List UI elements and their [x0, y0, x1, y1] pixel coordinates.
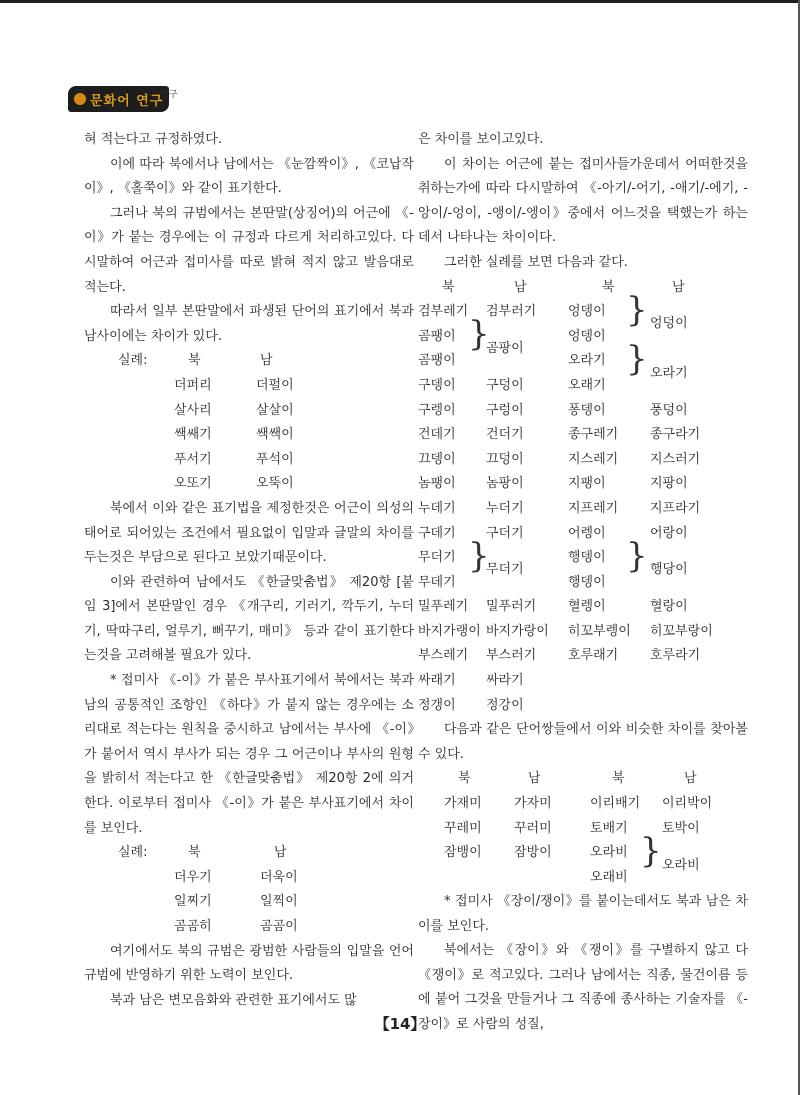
- south-word: 종구라기: [650, 427, 701, 443]
- example-row: [84, 890, 414, 915]
- south-word: 정강이: [486, 697, 524, 713]
- example-header: [84, 841, 414, 866]
- paragraph: 그러한 실례를 보면 다음과 같다.: [444, 254, 628, 270]
- north-word: 곰팽이: [418, 353, 456, 369]
- word-table-header: [418, 767, 748, 792]
- paragraph: 이에 따라 북에서나 남에서는 《눈깜짝이》, 《코납작이》, 《홀쭉이》와 같이 표기한다.: [84, 156, 414, 197]
- south-word: 풍덩이: [650, 402, 688, 418]
- south-word: 곰곰이: [260, 919, 298, 934]
- south-word: 지팡이: [650, 476, 688, 492]
- paragraph: 다음과 같은 단어쌍들에서 이와 비슷한 차이를 찾아볼수 있다.: [418, 722, 748, 762]
- north-word: 끄뎅이: [418, 451, 456, 467]
- north-word: 행뎅이: [568, 550, 606, 566]
- north-word: 곰팽이: [418, 328, 456, 344]
- word-table-2: [418, 792, 748, 890]
- north-word: 히꼬부렝이: [568, 623, 631, 639]
- example-header: [84, 349, 414, 374]
- paragraph: 북과 남은 변모음화와 관련한 표기에서도 많: [110, 992, 357, 1008]
- north-word: 무더기: [418, 550, 456, 566]
- north-word: 바지가랭이: [418, 623, 481, 639]
- north-word: 혈렝이: [568, 599, 606, 615]
- north-word: 검부레기: [418, 304, 469, 320]
- north-word: 쌕쌔기: [174, 427, 212, 443]
- north-word: 지스레기: [568, 451, 619, 467]
- example-row: [84, 374, 414, 399]
- word-table: [418, 290, 748, 718]
- paragraph: 여기에서도 북의 규범은 광범한 사람들의 입말을 언어규범에 반영하기 위한 노력이 보인다.: [84, 943, 414, 984]
- south-word: 가자미: [514, 795, 552, 811]
- paragraph: * 접미사 《장이/쟁이》를 붙이는데서도 북과 남은 차이를 보인다.: [418, 893, 748, 934]
- paragraph: 이와 관련하여 남에서도 《한글맞춤법》 제20항 [붙임 3]에서 본딴말인 경우 《개구리, 기러기, 깍두기, 누더기, 딱따구리, 얼루기, 뻐꾸기, 매미》 등과 같이 표기한다는것을 고려해볼 필요가 있다.: [84, 574, 414, 664]
- paragraph: 은 차이를 보이고있다.: [418, 132, 544, 147]
- col-head-south: 남: [274, 845, 287, 861]
- south-word: 살살이: [256, 402, 294, 418]
- north-word: 지프레기: [568, 500, 619, 516]
- example-row: [84, 423, 414, 448]
- col-head-north: 북: [188, 353, 201, 369]
- north-word: 오라비: [590, 845, 628, 861]
- north-word: 오또기: [174, 476, 212, 492]
- paragraph: 그러나 북의 규범에서는 본딴말(상징어)의 어근에 《-이》가 붙는 경우에는 이 규정과 다르게 처리하고있다. 다시말하여 어근과 접미사를 따로 밝혀 적지 않고 발음대로 적는다.: [84, 205, 414, 295]
- north-word: 부스레기: [418, 648, 469, 664]
- south-word: 푸석이: [256, 451, 294, 467]
- page-number: 【14】: [374, 1015, 426, 1033]
- south-word: 구더기: [486, 525, 524, 541]
- south-word: 밀푸러기: [486, 599, 537, 615]
- south-word: 호루라기: [650, 648, 701, 664]
- north-word: 구뎅이: [418, 377, 456, 393]
- brace: }: [626, 536, 648, 577]
- south-word: 엉덩이: [650, 316, 688, 332]
- south-word: 검부러기: [486, 304, 537, 320]
- north-word: 행뎅이: [568, 574, 606, 590]
- col-head-south: 남: [260, 353, 273, 369]
- logo-tag: 연구: [160, 90, 178, 100]
- north-word: 정갱이: [418, 697, 456, 713]
- section-logo: [68, 86, 169, 112]
- south-word: 곰팡이: [486, 341, 524, 357]
- word-table-left: [418, 300, 578, 718]
- south-word: 바지가랑이: [486, 623, 549, 639]
- south-word: 지스러기: [650, 451, 701, 467]
- left-column: [84, 128, 414, 1013]
- south-word: 어랑이: [650, 525, 688, 541]
- south-word: 누더기: [486, 500, 524, 516]
- north-word: 오라기: [568, 353, 606, 369]
- south-word: 꾸러미: [514, 820, 552, 836]
- north-word: 구렝이: [418, 402, 456, 418]
- paragraph: 북에서 이와 같은 표기법을 제정한것은 어근이 의성의태어로 되어있는 조건에서 필요없이 입말과 글말의 차이를 두는것은 부담으로 된다고 보았기때문이다.: [84, 500, 414, 566]
- south-word: 오뚝이: [256, 476, 294, 492]
- word-table-right: [568, 290, 748, 669]
- brace: }: [468, 314, 490, 355]
- south-word: 오라비: [662, 857, 700, 873]
- example-row: [84, 866, 414, 891]
- brace: }: [626, 339, 648, 380]
- north-word: 지팽이: [568, 476, 606, 492]
- brace: }: [468, 536, 490, 577]
- col-head-south: 남: [672, 279, 685, 295]
- col-head-north: 북: [188, 845, 201, 861]
- south-word: 지프라기: [650, 500, 701, 516]
- north-word: 곰곰히: [174, 919, 212, 934]
- south-word: 잠방이: [514, 845, 552, 861]
- paragraph: 이 차이는 어근에 붙는 접미사들가운데서 어떠한것을 취하는가에 따라 다시말하여 《-아기/-어기, -애기/-에기, -앙이/-엉이, -앵이/-엥이》중에서 어느것을 택했는가 하는데서 나타나는 차이이다.: [418, 156, 748, 246]
- col-head-north: 북: [458, 771, 471, 787]
- north-word: 무데기: [418, 574, 456, 590]
- south-word: 오라기: [650, 366, 688, 382]
- south-word: 구렁이: [486, 402, 524, 418]
- south-word: 놈팡이: [486, 476, 524, 492]
- logo-text: 문화어 연구: [90, 93, 164, 109]
- south-word: 무더기: [486, 562, 524, 578]
- north-word: 구데기: [418, 525, 456, 541]
- south-word: 히꼬부랑이: [650, 623, 713, 639]
- logo-dot-icon: [74, 93, 86, 105]
- south-word: 부스러기: [486, 648, 537, 664]
- col-head-north: 북: [602, 279, 615, 295]
- south-word: 더펄이: [256, 377, 294, 393]
- north-word: 꾸레미: [444, 820, 482, 836]
- example-row: [84, 472, 414, 497]
- north-word: 일찌기: [174, 894, 212, 910]
- north-word: 엉뎅이: [568, 304, 606, 320]
- paragraph: 북에서는 《장이》와 《쟁이》를 구별하지 않고 다 《쟁이》로 적고있다. 그러나 남에서는 직종, 물건이름 등에 붙어 그것을 만들거나 그 직종에 종사하는 기술자를 《-장이》로 사람의 성질,: [418, 943, 748, 1032]
- brace: }: [640, 830, 662, 871]
- brace: }: [626, 290, 648, 331]
- top-rule: [0, 0, 800, 3]
- north-word: 더퍼리: [174, 377, 212, 393]
- south-word: 일찍이: [260, 894, 298, 910]
- example-row: [84, 915, 414, 940]
- south-word: 토박이: [662, 820, 700, 836]
- north-word: 가재미: [444, 795, 482, 811]
- north-word: 엉뎅이: [568, 328, 606, 344]
- north-word: 누데기: [418, 500, 456, 516]
- north-word: 더우기: [174, 869, 212, 885]
- south-word: 이리박이: [662, 795, 713, 811]
- example-label: 실례:: [118, 353, 148, 369]
- north-word: 어렝이: [568, 525, 606, 541]
- col-head-south: 남: [684, 771, 697, 787]
- south-word: 끄덩이: [486, 451, 524, 467]
- paragraph: 혀 적는다고 규정하였다.: [84, 132, 222, 147]
- south-word: 혈랑이: [650, 599, 688, 615]
- north-word: 푸서기: [174, 451, 212, 467]
- south-word: 더욱이: [260, 869, 298, 885]
- north-word: 토배기: [590, 820, 628, 836]
- col-head-south: 남: [528, 771, 541, 787]
- col-head-south: 남: [514, 279, 527, 295]
- north-word: 오래기: [568, 377, 606, 393]
- north-word: 놈팽이: [418, 476, 456, 492]
- right-column: [418, 128, 748, 1038]
- south-word: 건더기: [486, 427, 524, 443]
- word-table-header: [418, 276, 748, 301]
- south-word: 구덩이: [486, 377, 524, 393]
- south-word: 쌕쌕이: [256, 427, 294, 443]
- north-word: 오래비: [590, 869, 628, 885]
- paragraph: * 접미사 《-이》가 붙은 부사표기에서 북에서는 북과 남의 공통적인 조항인 《하다》가 붙지 않는 경우에는 소리대로 적는다는 원칙을 중시하고 남에서는 부사에 《-이》가 붙어서 역시 부사가 되는 경우 그 어근이나 부사의 원형을 밝히서 적는다고 한 《한글맞춤법》 제20항 2에 의거한다. 이로부터 접미사 《-이》가 붙은 부사표기에서 차이를 보인다.: [84, 673, 414, 836]
- example-row: [84, 399, 414, 424]
- col-head-north: 북: [442, 279, 455, 295]
- example-label: 실례:: [118, 845, 148, 861]
- north-word: 퐁뎅이: [568, 402, 606, 418]
- north-word: 싸래기: [418, 673, 456, 689]
- paragraph: 따라서 일부 본딴말에서 파생된 단어의 표기에서 북과 남사이에는 차이가 있다.: [84, 304, 414, 344]
- north-word: 밀푸레기: [418, 599, 469, 615]
- north-word: 살사리: [174, 402, 212, 418]
- south-word: 행당이: [650, 562, 688, 578]
- north-word: 호루래기: [568, 648, 619, 664]
- south-word: 싸라기: [486, 673, 524, 689]
- north-word: 이리배기: [590, 795, 641, 811]
- north-word: 건데기: [418, 427, 456, 443]
- example-row: [84, 448, 414, 473]
- col-head-north: 북: [612, 771, 625, 787]
- north-word: 잠뱅이: [444, 845, 482, 861]
- north-word: 종구레기: [568, 427, 619, 443]
